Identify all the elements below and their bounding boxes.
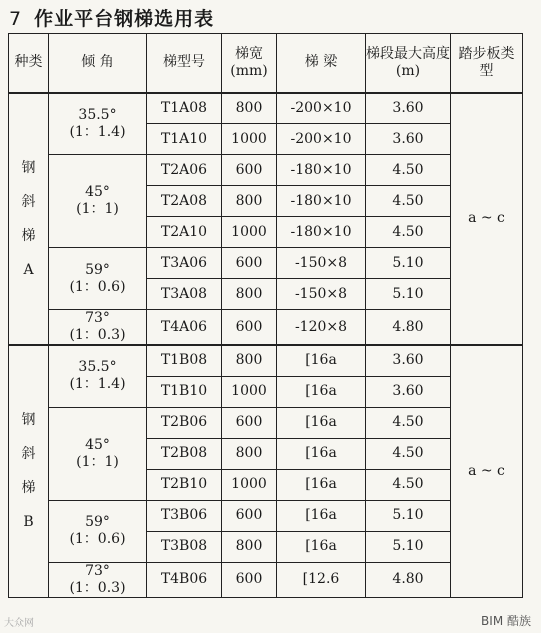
angle-ratio: (1：0.6) [69,531,126,547]
model-cell: T2B08 [147,438,222,469]
beam-cell: -200×10 [277,93,366,124]
angle-cell [49,310,147,346]
angle-ratio: (1：1) [76,453,119,470]
beam-cell: -150×8 [277,279,366,310]
beam-cell: [16a [277,500,366,531]
beam-cell: -120×8 [277,310,366,346]
model-cell: T3A06 [147,248,222,279]
ladder-selection-table [8,33,523,598]
angle-ratio: (1：0.3) [69,327,126,343]
model-cell: T1A08 [147,93,222,124]
model-cell: T1B10 [147,376,222,407]
page-title [9,4,214,31]
section-number: 7 [9,8,23,30]
table-row [9,562,523,597]
beam-cell: -150×8 [277,248,366,279]
header-angle: 倾 角 [49,34,147,93]
beam-cell: [16a [277,469,366,500]
width-cell: 600 [222,407,277,438]
height-cell: 5.10 [366,500,451,531]
angle-cell [49,345,147,407]
height-cell: 4.50 [366,155,451,186]
height-cell: 4.80 [366,562,451,597]
angle-cell [49,248,147,310]
angle-degree: 35.5° [78,106,117,123]
width-cell: 800 [222,279,277,310]
angle-cell [49,500,147,562]
beam-cell: [12.6 [277,562,366,597]
table-row [9,500,523,531]
watermark: BIM 酷族 [481,614,531,628]
angle-cell [49,155,147,248]
angle-degree: 73° [85,310,110,326]
angle-degree: 59° [85,261,110,278]
kind-cell: 钢 斜 梯 A [9,93,49,346]
model-cell: T2B06 [147,407,222,438]
header-width: 梯宽(mm) [222,34,277,93]
table-row [9,155,523,186]
model-cell: T3B08 [147,531,222,562]
height-cell: 5.10 [366,531,451,562]
width-cell: 1000 [222,376,277,407]
table-row [9,248,523,279]
height-cell: 4.50 [366,438,451,469]
width-cell: 1000 [222,469,277,500]
angle-ratio: (1：0.3) [69,579,126,596]
angle-cell [49,93,147,155]
width-cell: 1000 [222,124,277,155]
model-cell: T3B06 [147,500,222,531]
height-cell: 3.60 [366,345,451,376]
beam-cell: [16a [277,438,366,469]
kind-cell: 钢 斜 梯 B [9,345,49,597]
watermark-left: 大众网 [4,618,34,629]
width-cell: 800 [222,438,277,469]
beam-cell: -180×10 [277,186,366,217]
width-cell: 600 [222,500,277,531]
model-cell: T3A08 [147,279,222,310]
angle-cell [49,407,147,500]
height-cell: 3.60 [366,93,451,124]
width-cell: 600 [222,310,277,346]
beam-cell: [16a [277,531,366,562]
header-beam: 梯 梁 [277,34,366,93]
table-row [9,407,523,438]
header-kind: 种类 [9,34,49,93]
beam-cell: -180×10 [277,217,366,248]
model-cell: T2B10 [147,469,222,500]
height-cell: 4.80 [366,310,451,346]
height-cell: 4.50 [366,186,451,217]
table-row [9,345,523,376]
header-step: 踏步板类 型 [451,34,523,93]
height-cell: 3.60 [366,376,451,407]
angle-ratio: (1：1.4) [69,376,126,393]
table-row [9,310,523,346]
section-title: 作业平台钢梯选用表 [34,8,215,30]
beam-cell: [16a [277,376,366,407]
height-cell: 5.10 [366,279,451,310]
angle-ratio: (1：0.6) [69,278,126,295]
angle-degree: 73° [85,562,110,579]
angle-degree: 35.5° [78,359,117,376]
width-cell: 800 [222,186,277,217]
height-cell: 5.10 [366,248,451,279]
model-cell: T4A06 [147,310,222,346]
height-cell: 3.60 [366,124,451,155]
table-row [9,93,523,124]
angle-degree: 59° [85,514,110,530]
step-type-cell: a ~ c [451,345,523,597]
beam-cell: [16a [277,407,366,438]
header-height: 梯段最大高度(m) [366,34,451,93]
height-cell: 4.50 [366,217,451,248]
model-cell: T1A10 [147,124,222,155]
header-model: 梯型号 [147,34,222,93]
step-type-cell: a ~ c [451,93,523,346]
model-cell: T2A06 [147,155,222,186]
width-cell: 600 [222,562,277,597]
width-cell: 600 [222,248,277,279]
beam-cell: -200×10 [277,124,366,155]
model-cell: T1B08 [147,345,222,376]
angle-ratio: (1：1) [76,201,119,217]
width-cell: 600 [222,155,277,186]
model-cell: T2A08 [147,186,222,217]
angle-degree: 45° [85,184,110,200]
table-header-row [9,34,523,93]
angle-cell [49,562,147,597]
height-cell: 4.50 [366,469,451,500]
height-cell: 4.50 [366,407,451,438]
beam-cell: [16a [277,345,366,376]
width-cell: 1000 [222,217,277,248]
width-cell: 800 [222,345,277,376]
width-cell: 800 [222,531,277,562]
model-cell: T4B06 [147,562,222,597]
angle-degree: 45° [85,436,110,453]
width-cell: 800 [222,93,277,124]
model-cell: T2A10 [147,217,222,248]
beam-cell: -180×10 [277,155,366,186]
angle-ratio: (1：1.4) [69,123,126,140]
